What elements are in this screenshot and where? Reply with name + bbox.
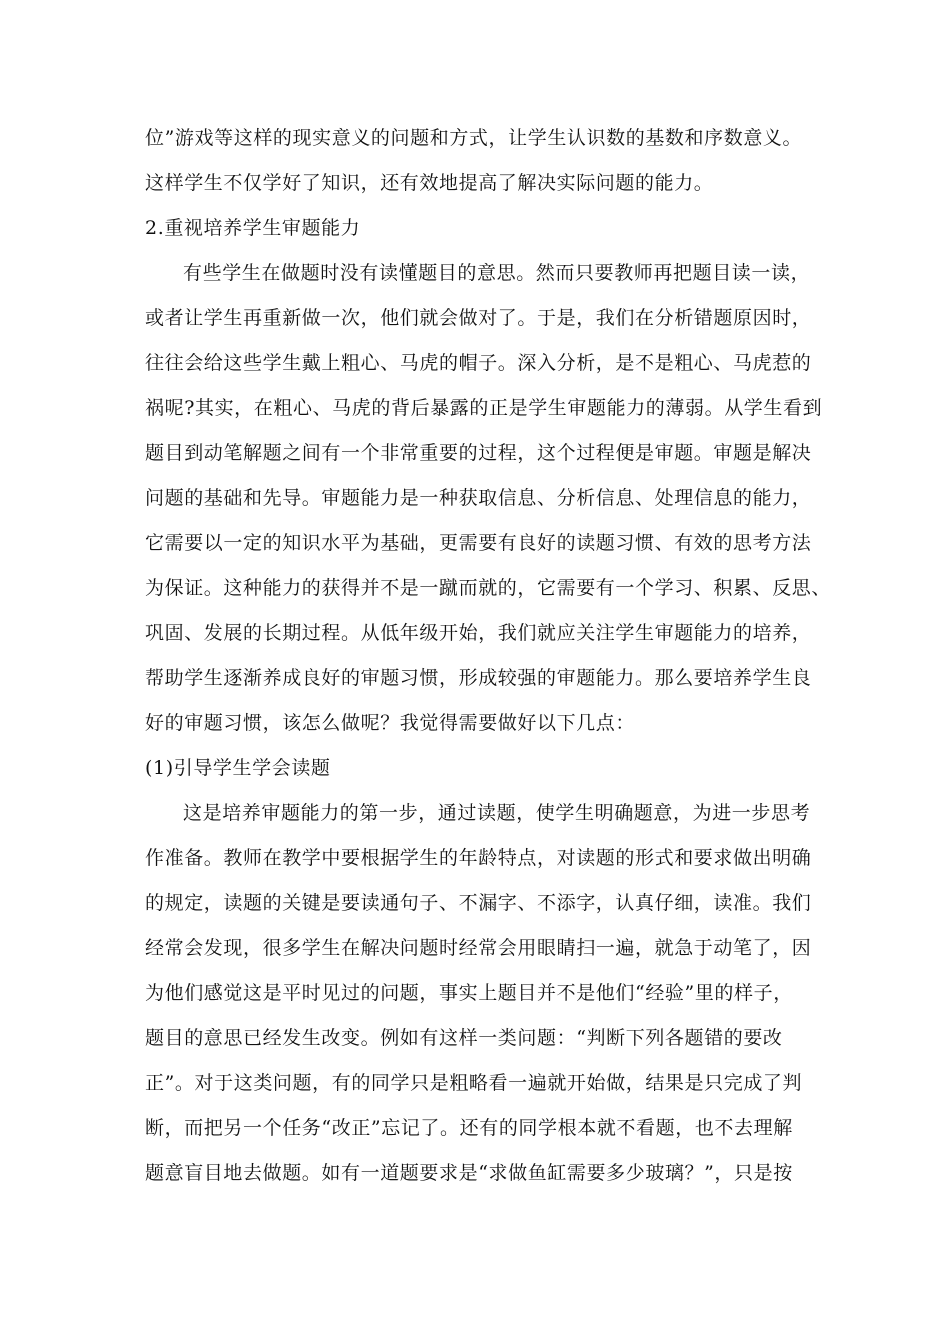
- text-line: 经常会发现，很多学生在解决问题时经常会用眼睛扫一遍，就急于动笔了，因: [145, 937, 812, 959]
- text-line: 为保证。这种能力的获得并不是一蹴而就的，它需要有一个学习、积累、反思、: [145, 577, 832, 599]
- text-line: 题目的意思已经发生改变。例如有这样一类问题：“判断下列各题错的要改: [145, 1027, 783, 1049]
- text-line: 作准备。教师在教学中要根据学生的年龄特点，对读题的形式和要求做出明确: [145, 847, 812, 869]
- text-line: 巩固、发展的长期过程。从低年级开始，我们就应关注学生审题能力的培养，: [145, 622, 812, 644]
- paragraph-start: 这是培养审题能力的第一步，通过读题，使学生明确题意，为进一步思考: [183, 802, 811, 824]
- text-line: 的规定，读题的关键是要读通句子、不漏字、不添字，认真仔细，读准。我们: [145, 892, 812, 914]
- text-line: 问题的基础和先导。审题能力是一种获取信息、分析信息、处理信息的能力，: [145, 487, 812, 509]
- text-line: 好的审题习惯，该怎么做呢？我觉得需要做好以下几点：: [145, 712, 636, 734]
- paragraph-start: 有些学生在做题时没有读懂题目的意思。然而只要教师再把题目读一读，: [183, 262, 811, 284]
- text-line: 帮助学生逐渐养成良好的审题习惯，形成较强的审题能力。那么要培养学生良: [145, 667, 812, 689]
- text-line: 题意盲目地去做题。如有一道题要求是“求做鱼缸需要多少玻璃？”，只是按: [145, 1162, 793, 1184]
- text-line: 祸呢?其实，在粗心、马虎的背后暴露的正是学生审题能力的薄弱。从学生看到: [145, 397, 823, 419]
- text-line: 正”。对于这类问题，有的同学只是粗略看一遍就开始做，结果是只完成了判: [145, 1072, 803, 1094]
- text-line: 位”游戏等这样的现实意义的问题和方式，让学生认识数的基数和序数意义。: [145, 127, 803, 149]
- text-line: 往往会给这些学生戴上粗心、马虎的帽子。深入分析，是不是粗心、马虎惹的: [145, 352, 812, 374]
- subsection-heading: (1)引导学生学会读题: [145, 757, 331, 779]
- text-line: 题目到动笔解题之间有一个非常重要的过程，这个过程便是审题。审题是解决: [145, 442, 812, 464]
- text-line: 断，而把另一个任务“改正”忘记了。还有的同学根本就不看题，也不去理解: [145, 1117, 793, 1139]
- text-line: 或者让学生再重新做一次，他们就会做对了。于是，我们在分析错题原因时，: [145, 307, 812, 329]
- section-heading: 2.重视培养学生审题能力: [145, 217, 361, 239]
- text-line: 为他们感觉这是平时见过的问题，事实上题目并不是他们“经验”里的样子，: [145, 982, 793, 1004]
- text-line: 这样学生不仅学好了知识，还有效地提高了解决实际问题的能力。: [145, 172, 714, 194]
- text-line: 它需要以一定的知识水平为基础，更需要有良好的读题习惯、有效的思考方法: [145, 532, 812, 554]
